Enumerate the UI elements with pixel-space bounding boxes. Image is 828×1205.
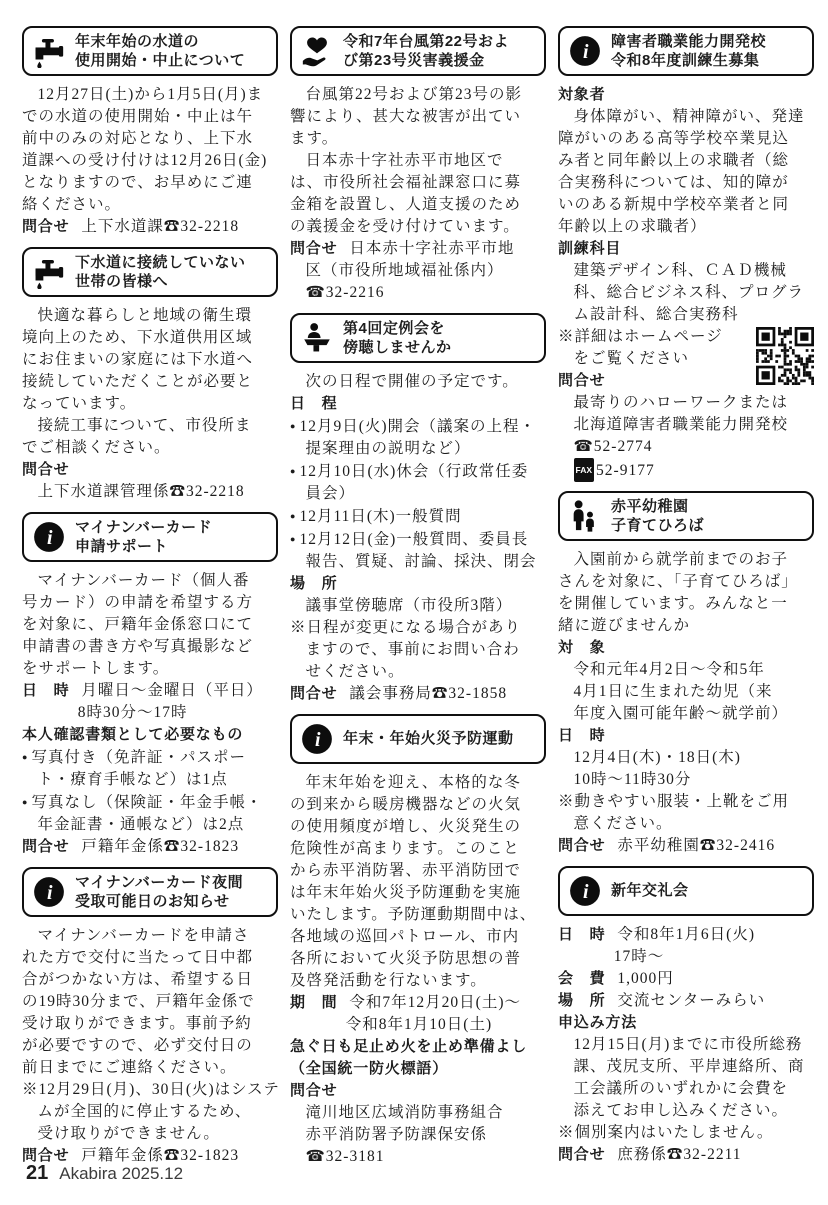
text-line: 年齢以上の求職者） (558, 218, 707, 235)
text-line: 区（市役所地域福祉係内） (305, 262, 504, 279)
contact-line (22, 216, 278, 238)
text-line: 10時〜11時30分 (573, 771, 692, 788)
section-title-line: 新年交礼会 (611, 882, 689, 900)
section-header (22, 26, 278, 76)
text-line: 受け取りができません。 (37, 1125, 220, 1142)
text-line: ますので、事前にお問い合わ (305, 641, 520, 658)
field-label: 会 費 (558, 970, 606, 987)
field-label: 問合せ (22, 838, 70, 855)
section-header (558, 491, 814, 541)
note-line: ※動きやすい服装・上靴をご用 (558, 793, 790, 810)
section-title-line: 受取可能日のお知らせ (75, 893, 230, 910)
text-line: 17時〜 (613, 948, 665, 965)
text-line: 各地域の巡回パトロール、市内 (290, 928, 520, 945)
text-line: 前中のみの対応となり、上下水 (22, 130, 254, 147)
contact-line (290, 683, 546, 705)
text-line: でご相談ください。 (22, 439, 171, 456)
field-label: 問合せ (558, 837, 606, 854)
article-section (22, 247, 278, 503)
field-label: 期 間 (290, 994, 338, 1011)
text-line: から赤平消防署、赤平消防団で (290, 862, 522, 879)
text-line: 号カード）の申請を希望する方 (22, 594, 254, 611)
note-line: ※12月29日(月)、30日(火)はシステ (22, 1081, 280, 1098)
field-label: 日 時 (558, 926, 606, 943)
field-line (558, 990, 814, 1012)
text-line: 4月1日に生まれた幼児（来 (573, 683, 773, 700)
svg-text:i: i (46, 527, 53, 550)
text-line: 8時30分〜17時 (77, 704, 188, 721)
text-line: 次の日程で開催の予定です。 (305, 373, 519, 390)
text-line: 受け取りができます。事前予約 (22, 1015, 252, 1032)
section-title (75, 253, 246, 292)
section-header (290, 26, 546, 76)
field-value: 月曜日〜金曜日（平日） (81, 682, 263, 699)
text-line: ☎52-2774 (573, 438, 653, 455)
text-line: ムが全国的に停止するため、 (37, 1103, 252, 1120)
article-section (558, 26, 814, 482)
text-line: となりますので、お早めにご連 (22, 174, 253, 191)
text-line: 入園前から就学前までのお子 (573, 551, 789, 568)
section-title-line: 第4回定例会を (343, 319, 445, 337)
page-number: 21 (26, 1162, 49, 1184)
label-line: 問合せ (290, 1082, 338, 1099)
text-line: の義援金を受け付けています。 (290, 218, 520, 235)
text-line: ます。 (290, 130, 339, 147)
text-line: 響により、甚大な被害が出てい (290, 108, 522, 125)
bullet-icon: ● (290, 534, 297, 544)
text-line: なっています。 (22, 395, 137, 412)
bullet-text: 12月9日(火)開会（議案の上程・ (299, 418, 537, 435)
text-line: 緒に遊びませんか (558, 617, 691, 634)
section-title-line: 赤平幼稚園 (611, 497, 689, 515)
bullet-text: 12月11日(木)一般質問 (299, 508, 462, 525)
text-line: いたします。予防運動期間中は、 (290, 906, 537, 923)
text-line: 意ください。 (573, 815, 673, 832)
section-title-line: 世帯の皆様へ (75, 273, 169, 290)
text-line: さんを対象に、「子育てひろば」 (558, 573, 798, 590)
text-line: 日本赤十字社赤平市地区で (305, 152, 504, 169)
text-line: は、市役所社会福祉課窓口に募 (290, 174, 522, 191)
label-line: （全国統一防火標語） (290, 1060, 449, 1077)
text-line: 赤平消防署予防課保安係 (305, 1126, 488, 1143)
section-title (75, 518, 212, 557)
text-line: 滝川地区広域消防事務組合 (305, 1104, 504, 1121)
bullet-item (290, 415, 546, 438)
section-title (343, 32, 509, 71)
text-line: 年末年始を迎え、本格的な冬 (305, 774, 521, 791)
text-line: 建築デザイン科、ＣＡＤ機械 (573, 262, 787, 279)
info-icon (566, 872, 604, 910)
label-line: 急ぐ日も足止め火を止め準備よし (290, 1038, 528, 1055)
text-line: 年金証書・通帳など）は2点 (37, 816, 245, 833)
field-value: 令和8年1月6日(火) (617, 926, 755, 943)
field-value: 日本赤十字社赤平市地 (349, 240, 515, 257)
article-section (22, 867, 278, 1167)
section-header (22, 247, 278, 297)
text-line: 絡ください。 (22, 196, 122, 213)
field-value: 議会事務局☎32-1858 (349, 685, 508, 702)
text-line: が必要ですので、必ず交付日の (22, 1037, 253, 1054)
text-line: の到来から暖房機器などの火気 (290, 796, 522, 813)
section-title-line: マイナンバーカード (75, 518, 213, 536)
text-line: 及啓発活動を行ないます。 (290, 972, 487, 989)
text-line: 上下水道課管理係☎32-2218 (37, 483, 245, 500)
text-line: 報告、質疑、討論、採決、閉会 (305, 553, 537, 570)
text-line: 合実務科については、知的障が (558, 174, 789, 191)
section-title (343, 319, 452, 358)
text-line: 令和8年1月10日(土) (345, 1016, 493, 1033)
label-line: 日 時 (558, 727, 606, 744)
text-line: の使用頻度が増し、火災発生の (290, 818, 522, 835)
note-line: ※個別案内はいたしません。 (558, 1124, 774, 1141)
text-line: 12月15日(月)までに市役所総務 (573, 1036, 803, 1053)
section-title (611, 32, 766, 71)
text-line: 金箱を設置し、人道支援のため (290, 196, 522, 213)
svg-text:i: i (314, 729, 321, 752)
bullet-icon: ● (290, 466, 297, 476)
section-title-line: 申請サポート (75, 538, 169, 555)
section-header (290, 714, 546, 764)
text-line: 合がつかない方は、希望する日 (22, 971, 254, 988)
article-section (558, 866, 814, 1166)
text-line: を対象に、戸籍年金係窓口にて (22, 616, 254, 633)
section-title-line: マイナンバーカード夜間 (75, 873, 244, 891)
text-line: での水道の使用開始・中止は午 (22, 108, 254, 125)
text-line: ※詳細はホームページ (558, 328, 723, 345)
field-line (290, 992, 546, 1014)
bullet-icon: ● (290, 511, 297, 521)
fax-line (558, 458, 814, 482)
text-line: マイナンバーカード（個人番 (37, 572, 250, 589)
info-icon (566, 32, 604, 70)
field-value: 庶務係☎32-2211 (617, 1146, 742, 1163)
section-title (343, 729, 514, 749)
text-line: マイナンバーカードを申請さ (37, 927, 250, 944)
text-line: 障がいのある高等学校卒業見込 (558, 130, 790, 147)
field-value: 1,000円 (617, 970, 674, 987)
text-line: 提案理由の説明など） (305, 440, 471, 457)
text-line: 快適な暮らしと地域の衛生環 (37, 307, 253, 324)
section-title (611, 881, 689, 901)
text-line: は年末年始火災予防運動を実施 (290, 884, 522, 901)
article-section (558, 491, 814, 857)
text-line: 工会議所のいずれかに会費を (573, 1080, 789, 1097)
podium-icon (298, 319, 336, 357)
bullet-item (290, 460, 546, 483)
svg-text:i: i (46, 882, 53, 905)
label-line: 対 象 (558, 639, 606, 656)
section-title-line: 令和7年台風第22号およ (343, 32, 510, 50)
text-line: 台風第22号および第23号の影 (305, 86, 523, 103)
homepage-note (558, 326, 814, 370)
bullet-icon: ● (290, 421, 297, 431)
text-line: 年度入園可能年齢〜就学前） (573, 705, 789, 722)
text-line: ム設計科、総合実務科 (573, 306, 739, 323)
svg-text:i: i (582, 881, 589, 904)
text-line: せください。 (305, 663, 405, 680)
text-line: 前日までにご連絡ください。 (22, 1059, 237, 1076)
info-icon (30, 873, 68, 911)
text-line: 課、茂尻支所、平岸連絡所、商 (573, 1058, 805, 1075)
label-line: 問合せ (558, 372, 606, 389)
bullet-text: 12月12日(金)一般質問、委員長 (299, 531, 529, 548)
section-header (558, 26, 814, 76)
text-line: 各所において火災予防思想の普 (290, 950, 522, 967)
article-section (22, 512, 278, 858)
section-title-line: び第23号災害義援金 (343, 52, 485, 69)
article-section (290, 714, 546, 1168)
text-line: いのある新規中学校卒業者と同 (558, 196, 790, 213)
text-line: 接続していただくことが必要と (22, 373, 254, 390)
article-section (290, 26, 546, 304)
text-line: 北海道障害者職業能力開発校 (573, 416, 789, 433)
field-label: 問合せ (22, 1147, 70, 1164)
text-line: 添えてお申し込みください。 (573, 1102, 789, 1119)
text-line: み者と同年齢以上の求職者（総 (558, 152, 790, 169)
bullet-text: 12月10日(水)休会（行政常任委 (299, 463, 529, 480)
text-line: 接続工事について、市役所ま (37, 417, 252, 434)
contact-line (22, 836, 278, 858)
section-header (22, 867, 278, 917)
label-line: 場 所 (290, 575, 338, 592)
section-title (611, 497, 704, 536)
section-title-line: 下水道に接続していない (75, 253, 246, 271)
field-label: 問合せ (558, 1146, 606, 1163)
text-line: をサポートします。 (22, 660, 170, 677)
family-icon (566, 497, 604, 535)
field-value: 令和7年12月20日(土)〜 (349, 994, 521, 1011)
text-line: れた方で交付に当たって日中都 (22, 949, 254, 966)
field-value: 上下水道課☎32-2218 (81, 218, 240, 235)
issue-label: Akabira 2025.12 (59, 1164, 184, 1183)
text-line: ト・療育手帳など）は1点 (37, 771, 228, 788)
text-line: 身体障がい、精神障がい、発達 (573, 108, 805, 125)
text-line: を開催しています。みんなと一 (558, 595, 788, 612)
info-icon (298, 720, 336, 758)
field-value: 戸籍年金係☎32-1823 (81, 1147, 240, 1164)
qr-code (756, 327, 814, 385)
page-footer (26, 1162, 183, 1185)
fax-icon: FAX (574, 458, 595, 482)
article-section (290, 313, 546, 705)
field-label: 問合せ (290, 240, 338, 257)
field-value: 戸籍年金係☎32-1823 (81, 838, 240, 855)
article-section (22, 26, 278, 238)
bullet-item (22, 746, 278, 769)
section-title (75, 873, 243, 912)
contact-line (558, 1144, 814, 1166)
section-title-line: 年末・年始火災予防運動 (343, 730, 514, 748)
fax-number: 52-9177 (596, 462, 655, 479)
bullet-item (22, 791, 278, 814)
text-line: 科、総合ビジネス科、プログラ (573, 284, 805, 301)
section-title-line: 傍聴しませんか (343, 339, 452, 356)
column-2 (290, 26, 546, 1177)
info-icon (30, 518, 68, 556)
donation-icon (298, 32, 336, 70)
section-title-line: 令和8年度訓練生募集 (611, 52, 760, 69)
text-line: 令和元年4月2日〜令和5年 (573, 661, 765, 678)
column-3 (558, 26, 814, 1177)
label-line: 問合せ (22, 461, 70, 478)
bullet-item (290, 505, 546, 528)
faucet-icon (30, 32, 68, 70)
bullet-icon: ● (22, 752, 29, 762)
text-line: 境向上のため、下水道供用区域 (22, 329, 253, 346)
section-title-line: 年末年始の水道の (75, 32, 200, 50)
text-line: 議事堂傍聴席（市役所3階） (305, 597, 513, 614)
section-title-line: 使用開始・中止について (75, 52, 246, 69)
text-line: にお住まいの家庭には下水道へ (22, 351, 254, 368)
field-line (558, 968, 814, 990)
section-header (290, 313, 546, 363)
section-header (558, 866, 814, 916)
section-title-line: 障害者職業能力開発校 (611, 32, 767, 50)
contact-line (558, 835, 814, 857)
field-label: 問合せ (22, 218, 70, 235)
section-title (75, 32, 245, 71)
bullet-text: 写真付き（免許証・パスポー (31, 749, 246, 766)
text-line: 申請書の書き方や写真撮影など (22, 638, 254, 655)
field-line (558, 924, 814, 946)
text-line: ☎32-3181 (305, 1148, 385, 1165)
text-line: 12月27日(土)から1月5日(月)ま (37, 86, 264, 103)
text-line: をご覧ください (573, 350, 690, 367)
note-line: ※日程が変更になる場合があり (290, 619, 522, 636)
text-line: ☎32-2216 (305, 284, 385, 301)
contact-line (290, 238, 546, 260)
text-line: 員会） (305, 485, 356, 502)
bullet-item (290, 528, 546, 551)
field-value: 交流センターみらい (617, 992, 766, 1009)
text-line: 危険性が高まります。このこと (290, 840, 520, 857)
text-line: の19時30分まで、戸籍年金係で (22, 993, 255, 1010)
label-line: 対象者 (558, 86, 606, 103)
section-header (22, 512, 278, 562)
bullet-icon: ● (22, 797, 29, 807)
field-label: 問合せ (290, 685, 338, 702)
field-label: 場 所 (558, 992, 606, 1009)
text-line: 最寄りのハローワークまたは (573, 394, 789, 411)
field-line (22, 680, 278, 702)
text-line: 12月4日(木)・18日(木) (573, 749, 741, 766)
label-line: 訓練科目 (558, 240, 622, 257)
svg-text:i: i (582, 41, 589, 64)
label-line: 申込み方法 (558, 1014, 638, 1031)
section-title-line: 子育てひろば (611, 517, 705, 534)
text-line: 道課への受け付けは12月26日(金) (22, 152, 268, 169)
field-label: 日 時 (22, 682, 70, 699)
column-1 (22, 26, 278, 1177)
faucet-icon (30, 253, 68, 291)
label-line: 本人確認書類として必要なもの (22, 726, 244, 743)
field-value: 赤平幼稚園☎32-2416 (617, 837, 776, 854)
label-line: 日 程 (290, 395, 338, 412)
bullet-text: 写真なし（保険証・年金手帳・ (31, 794, 263, 811)
